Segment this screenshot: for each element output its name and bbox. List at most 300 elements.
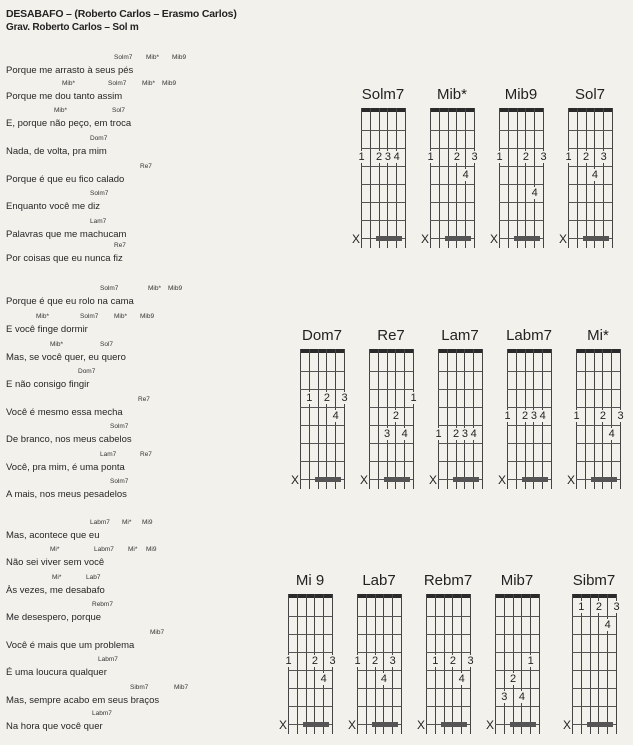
fret-line — [357, 706, 401, 707]
lyric-line — [6, 478, 276, 504]
lyric-line — [6, 423, 276, 449]
finger-number: 1 — [527, 655, 534, 667]
chord-symbol: Mi9 — [142, 519, 153, 526]
finger-number: 3 — [384, 428, 391, 440]
string-line — [586, 108, 587, 248]
fret-line — [426, 688, 470, 689]
chord-name: Solm7 — [361, 86, 405, 103]
fret-line — [568, 166, 612, 167]
fret-line — [572, 706, 616, 707]
fret-line — [438, 407, 482, 408]
string-line — [306, 594, 307, 734]
fret-line — [499, 166, 543, 167]
string-line — [383, 594, 384, 734]
chord-diagram — [566, 327, 630, 489]
string-line — [612, 108, 613, 248]
string-line — [447, 349, 448, 489]
string-line — [366, 594, 367, 734]
chord-symbol: Mib9 — [168, 285, 183, 292]
string-line — [326, 349, 327, 489]
finger-number: 2 — [522, 410, 529, 422]
string-line — [513, 594, 514, 734]
string-line — [590, 594, 591, 734]
chord-symbol: Mib7 — [174, 684, 189, 691]
string-line — [456, 108, 457, 248]
nut — [288, 594, 332, 598]
muted-string-mark: X — [279, 718, 288, 732]
lyric-text: E, porque não peço, em troca — [6, 118, 132, 129]
chord-diagram — [428, 327, 492, 489]
finger-number: 4 — [531, 187, 538, 199]
lyric-text: Mas, acontece que eu — [6, 530, 100, 541]
finger-number: 3 — [540, 151, 547, 163]
string-line — [361, 108, 362, 248]
fret-line — [438, 461, 482, 462]
lyric-line — [6, 546, 276, 572]
chord-name: Sol7 — [574, 86, 606, 103]
nut — [369, 349, 413, 353]
string-line — [473, 349, 474, 489]
lyric-text: Você é mesmo essa mecha — [6, 407, 123, 418]
chord-symbol: Solm7 — [110, 423, 129, 430]
finger-number: 1 — [358, 151, 365, 163]
lyric-text: Porque é que eu fico calado — [6, 174, 125, 185]
fret-line — [568, 202, 612, 203]
string-line — [551, 349, 552, 489]
fret-line — [568, 184, 612, 185]
string-line — [539, 594, 540, 734]
finger-number: 2 — [372, 655, 379, 667]
song-subtitle: Grav. Roberto Carlos – Sol m — [6, 22, 139, 33]
nut — [499, 108, 543, 112]
finger-number: 1 — [496, 151, 503, 163]
string-line — [543, 108, 544, 248]
finger-number: 3 — [471, 151, 478, 163]
finger-number: 1 — [427, 151, 434, 163]
finger-number: 3 — [501, 691, 508, 703]
fret-line — [495, 634, 539, 635]
lyric-line — [6, 451, 276, 477]
finger-number: 4 — [591, 169, 598, 181]
finger-number: 4 — [393, 151, 400, 163]
fretboard-grid — [421, 108, 478, 248]
nut — [438, 349, 482, 353]
chord-symbol: Mib7 — [150, 629, 165, 636]
chord-symbol: Dom7 — [78, 368, 96, 375]
chord-symbol: Mib9 — [172, 54, 187, 61]
chord-diagram — [347, 572, 411, 734]
chord-symbol: Re7 — [138, 396, 150, 403]
chord-symbol: Lam7 — [100, 451, 117, 458]
string-line — [495, 594, 496, 734]
lyric-line — [6, 574, 276, 600]
chord-symbol: Labm7 — [92, 710, 112, 717]
fret-line — [369, 371, 413, 372]
fret-line — [426, 706, 470, 707]
finger-number: 4 — [518, 691, 525, 703]
string-line — [396, 108, 397, 248]
barre-mark — [376, 236, 402, 241]
fret-line — [361, 202, 405, 203]
fret-line — [507, 461, 551, 462]
lyric-text: Porque me dou tanto assim — [6, 91, 123, 102]
chord-diagram — [558, 86, 622, 248]
muted-string-mark: X — [567, 473, 576, 487]
finger-number: 1 — [306, 392, 313, 404]
fret-line — [499, 148, 543, 149]
fret-line — [568, 148, 612, 149]
lyric-text: Na hora que você quer — [6, 721, 103, 732]
finger-number: 1 — [504, 410, 511, 422]
chord-symbol: Mib* — [62, 80, 76, 87]
fretboard-grid — [486, 594, 539, 734]
fret-line — [300, 407, 344, 408]
fret-line — [426, 616, 470, 617]
finger-number: 3 — [461, 428, 468, 440]
lyric-line — [6, 190, 276, 216]
string-line — [474, 108, 475, 248]
lyric-line — [6, 313, 276, 339]
chord-diagram — [562, 572, 626, 734]
fret-line — [576, 443, 620, 444]
muted-string-mark: X — [490, 232, 499, 246]
chord-symbol: Mib* — [148, 285, 162, 292]
lyric-text: Nada, de volta, pra mim — [6, 146, 107, 157]
lyric-text: É uma loucura qualquer — [6, 667, 107, 678]
muted-string-mark: X — [559, 232, 568, 246]
chord-symbol: Mib9 — [140, 313, 155, 320]
muted-string-mark: X — [352, 232, 361, 246]
string-line — [300, 349, 301, 489]
lyric-line — [6, 218, 276, 244]
muted-string-mark: X — [291, 473, 300, 487]
barre-mark — [372, 722, 398, 727]
chord-symbol: Re7 — [114, 242, 126, 249]
lyric-text: Me desespero, porque — [6, 612, 102, 623]
barre-mark — [303, 722, 329, 727]
finger-number: 2 — [599, 410, 606, 422]
lyric-line — [6, 107, 276, 133]
fret-line — [288, 706, 332, 707]
finger-number: 4 — [320, 673, 327, 685]
barre-mark — [583, 236, 609, 241]
barre-mark — [591, 477, 617, 482]
fret-line — [369, 389, 413, 390]
lyric-text: Não sei viver sem você — [6, 557, 105, 568]
finger-number: 1 — [573, 410, 580, 422]
chord-diagram — [416, 572, 480, 734]
fretboard-grid — [360, 349, 417, 489]
finger-number: 2 — [392, 410, 399, 422]
fret-line — [495, 616, 539, 617]
chord-symbol: Solm7 — [100, 285, 119, 292]
lyric-line — [6, 135, 276, 161]
song-title: DESABAFO – (Roberto Carlos – Erasmo Carlos) — [6, 8, 237, 20]
lyric-text: Às vezes, me desabafo — [6, 585, 105, 596]
finger-number: 2 — [583, 151, 590, 163]
chord-symbol: Mi* — [52, 574, 62, 581]
muted-string-mark: X — [417, 718, 426, 732]
string-line — [379, 108, 380, 248]
fret-line — [438, 389, 482, 390]
string-line — [568, 108, 569, 248]
finger-number: 3 — [617, 410, 624, 422]
chord-symbol: Solm7 — [90, 190, 109, 197]
finger-number: 1 — [432, 655, 439, 667]
chord-symbol: Labm7 — [90, 519, 110, 526]
fret-line — [572, 688, 616, 689]
nut — [576, 349, 620, 353]
finger-number: 1 — [354, 655, 361, 667]
chord-symbol: Mib* — [36, 313, 50, 320]
finger-number: 4 — [608, 428, 615, 440]
barre-mark — [453, 477, 479, 482]
fret-line — [495, 652, 539, 653]
fretboard-grid — [417, 594, 474, 734]
lyric-line — [6, 341, 276, 367]
chord-diagram — [485, 572, 549, 734]
chord-name: Lab7 — [362, 572, 396, 589]
finger-number: 2 — [453, 428, 460, 440]
fretboard-grid — [498, 349, 551, 489]
string-line — [426, 594, 427, 734]
nut — [572, 594, 616, 598]
finger-number: 3 — [530, 410, 537, 422]
fret-line — [288, 688, 332, 689]
fret-line — [300, 389, 344, 390]
fret-line — [357, 688, 401, 689]
lyric-line — [6, 629, 276, 655]
fret-line — [507, 371, 551, 372]
lyric-text: Por coisas que eu nunca fiz — [6, 253, 123, 264]
fret-line — [507, 425, 551, 426]
finger-number: 3 — [467, 655, 474, 667]
fret-line — [507, 407, 551, 408]
fret-line — [361, 130, 405, 131]
fret-line — [426, 634, 470, 635]
fretboard-grid — [490, 108, 547, 248]
finger-number: 1 — [578, 601, 585, 613]
lyric-text: Você, pra mim, é uma ponta — [6, 462, 125, 473]
chord-symbol: Mi9 — [146, 546, 157, 553]
chord-diagram — [497, 327, 561, 489]
fret-line — [430, 202, 474, 203]
string-line — [444, 594, 445, 734]
lyric-line — [6, 80, 276, 106]
string-line — [516, 349, 517, 489]
string-line — [521, 594, 522, 734]
fret-line — [357, 616, 401, 617]
lyric-line — [6, 285, 276, 311]
chord-name: Re7 — [377, 327, 405, 344]
fret-line — [369, 443, 413, 444]
finger-number: 2 — [376, 151, 383, 163]
fret-line — [576, 425, 620, 426]
fret-line — [507, 443, 551, 444]
lyric-text: Porque me arrasto à seus pés — [6, 65, 134, 76]
chord-name: Dom7 — [301, 327, 342, 344]
string-line — [616, 594, 617, 734]
chord-diagram — [351, 86, 415, 248]
lyric-line — [6, 242, 276, 268]
chord-name: Rebm7 — [423, 572, 473, 589]
string-line — [464, 349, 465, 489]
fretboard-grid — [279, 594, 336, 734]
chord-name: Mib9 — [504, 86, 538, 103]
barre-mark — [445, 236, 471, 241]
finger-number: 1 — [410, 392, 417, 404]
string-line — [594, 349, 595, 489]
fret-line — [361, 184, 405, 185]
finger-number: 4 — [332, 410, 339, 422]
chord-diagram — [278, 572, 342, 734]
finger-number: 3 — [613, 601, 620, 613]
chord-symbol: Solm7 — [108, 80, 127, 87]
lyric-line — [6, 54, 276, 80]
string-line — [504, 594, 505, 734]
string-line — [581, 594, 582, 734]
fret-line — [576, 371, 620, 372]
fret-line — [430, 220, 474, 221]
fret-line — [438, 425, 482, 426]
lyric-text: Você é mais que um problema — [6, 640, 135, 651]
chord-symbol: Mib* — [142, 80, 156, 87]
lyric-text: Palavras que me machucam — [6, 229, 127, 240]
fretboard-grid — [352, 108, 405, 248]
string-line — [598, 594, 599, 734]
chord-symbol: Mi* — [122, 519, 132, 526]
barre-mark — [315, 477, 341, 482]
fretboard-grid — [429, 349, 482, 489]
fret-line — [369, 407, 413, 408]
fretboard-grid — [563, 594, 620, 734]
fret-line — [495, 688, 539, 689]
finger-number: 3 — [384, 151, 391, 163]
string-line — [517, 108, 518, 248]
finger-number: 2 — [311, 655, 318, 667]
finger-number: 4 — [380, 673, 387, 685]
chord-diagram — [489, 86, 553, 248]
barre-mark — [384, 477, 410, 482]
chord-symbol: Sibm7 — [130, 684, 149, 691]
finger-number: 4 — [604, 619, 611, 631]
lyric-line — [6, 710, 276, 736]
string-line — [323, 594, 324, 734]
chord-symbol: Mi* — [50, 546, 60, 553]
string-line — [378, 349, 379, 489]
lyric-text: Mas, sempre acabo em seus braços — [6, 695, 160, 706]
string-line — [456, 349, 457, 489]
fret-line — [357, 634, 401, 635]
string-line — [461, 594, 462, 734]
fret-line — [499, 184, 543, 185]
fret-line — [288, 652, 332, 653]
fret-line — [288, 634, 332, 635]
fret-line — [507, 389, 551, 390]
string-line — [603, 108, 604, 248]
chord-symbol: Mib* — [54, 107, 68, 114]
nut — [300, 349, 344, 353]
chord-symbol: Solm7 — [80, 313, 99, 320]
nut — [568, 108, 612, 112]
fret-line — [361, 166, 405, 167]
fretboard-grid — [291, 349, 348, 489]
chord-symbol: Solm7 — [114, 54, 133, 61]
fret-line — [499, 220, 543, 221]
string-line — [387, 349, 388, 489]
chord-name: Mib7 — [500, 572, 534, 589]
muted-string-mark: X — [348, 718, 357, 732]
fret-line — [495, 670, 539, 671]
fret-line — [361, 148, 405, 149]
lyric-text: A mais, nos meus pesadelos — [6, 489, 127, 500]
fret-line — [576, 407, 620, 408]
string-line — [309, 349, 310, 489]
fret-line — [499, 130, 543, 131]
finger-number: 2 — [522, 151, 529, 163]
finger-number: 3 — [600, 151, 607, 163]
fret-line — [438, 371, 482, 372]
string-line — [439, 108, 440, 248]
fret-line — [369, 461, 413, 462]
muted-string-mark: X — [421, 232, 430, 246]
fret-line — [300, 461, 344, 462]
fret-line — [361, 220, 405, 221]
string-line — [611, 349, 612, 489]
nut — [430, 108, 474, 112]
chord-symbol: Mi* — [128, 546, 138, 553]
nut — [507, 349, 551, 353]
chord-name: Mib* — [436, 86, 467, 103]
finger-number: 3 — [329, 655, 336, 667]
chord-name: Sibm7 — [572, 572, 616, 589]
chord-symbol: Mib* — [50, 341, 64, 348]
finger-number: 4 — [470, 428, 477, 440]
chord-diagram — [420, 86, 484, 248]
nut — [357, 594, 401, 598]
string-line — [369, 349, 370, 489]
chord-diagram — [290, 327, 354, 489]
barre-mark — [441, 722, 467, 727]
fret-line — [572, 616, 616, 617]
finger-number: 3 — [389, 655, 396, 667]
string-line — [430, 108, 431, 248]
chord-symbol: Sol7 — [112, 107, 126, 114]
barre-mark — [514, 236, 540, 241]
fret-line — [300, 443, 344, 444]
chord-name: Lam7 — [441, 327, 479, 344]
nut — [495, 594, 539, 598]
fret-line — [430, 166, 474, 167]
chord-name: Mi* — [587, 327, 609, 344]
string-line — [577, 108, 578, 248]
chord-symbol: Labm7 — [98, 656, 118, 663]
fret-line — [300, 371, 344, 372]
chord-symbol: Rebm7 — [92, 601, 113, 608]
fretboard-grid — [567, 349, 624, 489]
string-line — [387, 108, 388, 248]
barre-mark — [522, 477, 548, 482]
finger-number: 2 — [323, 392, 330, 404]
fret-line — [572, 652, 616, 653]
string-line — [405, 108, 406, 248]
finger-number: 1 — [565, 151, 572, 163]
finger-number: 3 — [341, 392, 348, 404]
lyric-text: Mas, se você quer, eu quero — [6, 352, 126, 363]
finger-number: 2 — [453, 151, 460, 163]
string-line — [401, 594, 402, 734]
muted-string-mark: X — [360, 473, 369, 487]
